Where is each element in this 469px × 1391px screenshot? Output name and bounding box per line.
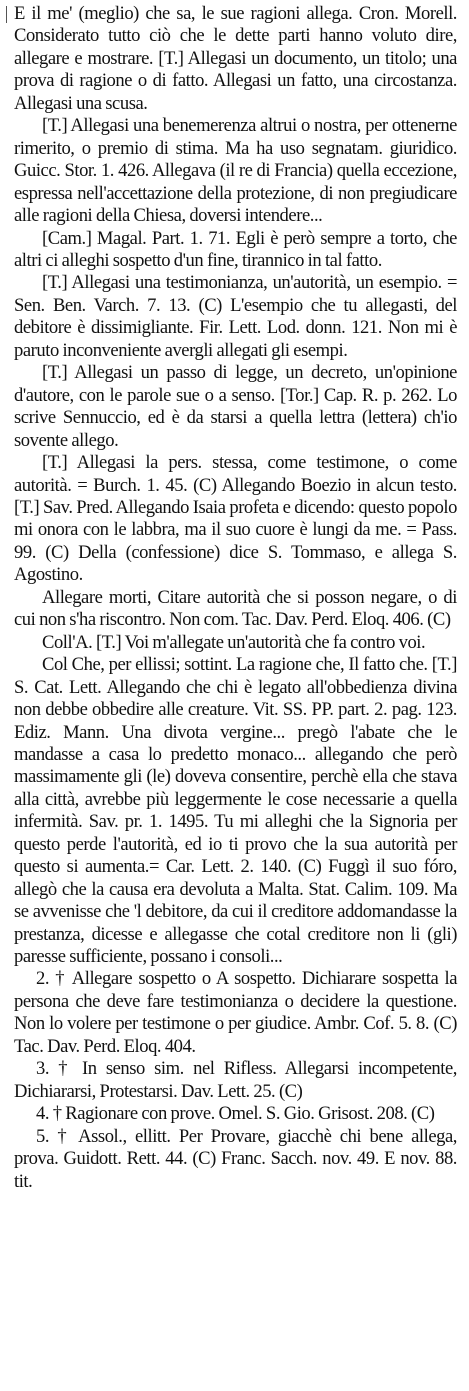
paragraph-9: Col Che, per ellissi; sottint. La ragione che, Il fatto che. [T.] S. Cat. Lett. Allegando che chi è legato all'obbedienza divina non debbe obbedire alle creature. Vit. SS. PP. part. 2. pag. 123. Ediz. Mann. Una divota vergine... pregò l'abate che le mandasse a casa lo predetto monaco... allegando che però massimamente gli (le) doveva consentire, perchè ella che stava alla città, avrebbe più leggermente le cose necessarie a quella infermità. Sav. pr. 1. 1495. Tu mi alleghi che la Signoria per questo perde l'autorità, ed io ti provo che la sua autorità per questo si aumenta.= Car. Lett. 2. 140. (C) Fuggì il suo fóro, allegò che la causa era devoluta a Malta. Stat. Calim. 109. Ma se avvenisse che 'l debitore, da cui il creditore addomandasse la prestanza, dicesse e allegasse che cotal creditore non li (gli) paresse sufficiente, possano i consoli... [14,654,457,968]
paragraph-1: E il me' (meglio) che sa, le sue ragioni allega. Cron. Morell. Considerato tutto ciò che le dette parti hanno voluto dire, allegare e mostrare. [T.] Allegasi un documento, un titolo; una prova di ragione o di fatto. Allegasi un fatto, una circostanza. Allegasi una scusa. [14,3,457,114]
paragraph-11: 3. † In senso sim. nel Rifless. Allegarsi incompetente, Dichiararsi, Protestarsi. Dav. Lett. 25. (C) [14,1058,457,1102]
paragraph-7: Allegare morti, Citare autorità che si posson negare, o di cui non s'ha riscontro. Non com. Tac. Dav. Perd. Eloq. 406. (C) [14,586,457,631]
paragraph-10: 2. † Allegare sospetto o A sospetto. Dichiarare sospetta la persona che deve fare testimonianza o decidere la questione. Non lo volere per testimone o per giudice. Ambr. Cof. 5. 8. (C) Tac. Dav. Perd. Eloq. 404. [14,968,457,1057]
paragraph-2: [T.] Allegasi una benemerenza altrui o nostra, per ottenerne rimerito, o premio di stima. Ma ha uso segnatam. giuridico. Guicc. Stor. 1. 426. Allegava (il re di Francia) quella eccezione, espressa nell'accettazione della protezione, di non pregiudicare alle ragioni della Chiesa, doversi intendere... [14,115,457,227]
paragraph-6: [T.] Allegasi la pers. stessa, come testimone, o come autorità. = Burch. 1. 45. (C) Allegando Boezio in alcun testo. [T.] Sav. Pred. Allegando Isaia profeta e dicendo: questo popolo mi onora con le labbra, ma il suo cuore è lungi da me. = Pass. 99. (C) Della (confessione) dice S. Tommaso, e allega S. Agostino. [14,452,457,586]
paragraph-5: [T.] Allegasi un passo di legge, un decreto, un'opinione d'autore, con le parole sue o a senso. [Tor.] Cap. R. p. 262. Lo scrive Sennuccio, ed è da starsi a quella lettra (lettera) ch'io sovente allego. [14,362,457,451]
paragraph-12: 4. † Ragionare con prove. Omel. S. Gio. Grisost. 208. (C) [36,1103,435,1125]
paragraph-4: [T.] Allegasi una testimonianza, un'autorità, un esempio. = Sen. Ben. Varch. 7. 13. (C) L'esempio che tu allegasti, del debitore è dissimigliante. Fir. Lett. Lod. donn. 121. Non mi è paruto inconveniente avergli allegati gli esempi. [14,272,457,361]
paragraph-8: Coll'A. [T.] Voi m'allegate un'autorità che fa contro voi. [42,631,426,653]
paragraph-13: 5. † Assol., ellitt. Per Provare, giacchè chi bene allega, prova. Guidott. Rett. 44. (C) Franc. Sacch. nov. 49. E nov. 88. tit. [14,1125,457,1192]
paragraph-3: [Cam.] Magal. Part. 1. 71. Egli è però sempre a torto, che altri ci alleghi sospetto d'un fine, tirannico in tal fatto. [14,227,457,271]
